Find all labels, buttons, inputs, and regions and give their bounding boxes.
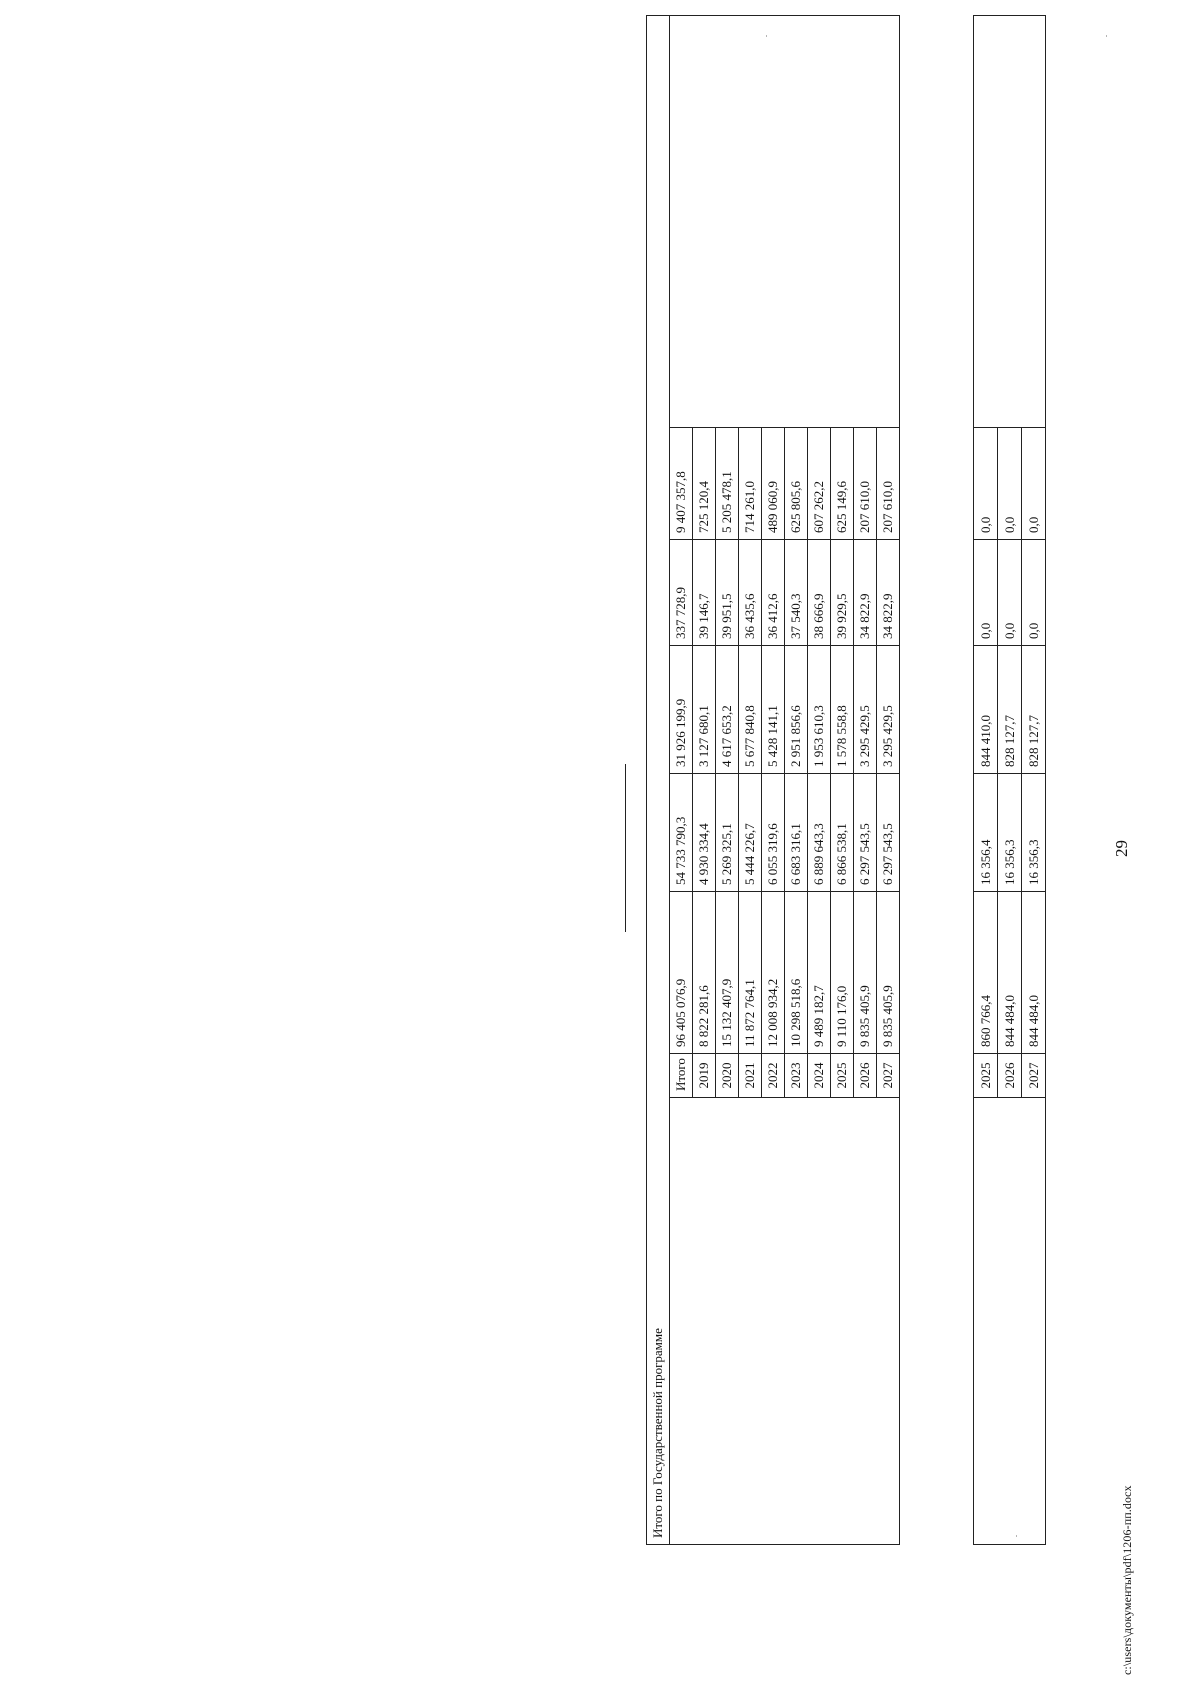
year-cell: 2026 [998,1054,1022,1098]
value-cell: 5 677 840,8 [739,646,762,774]
value-cell: 4 617 653,2 [716,646,739,774]
table-row [974,16,998,1545]
value-cell: 5 428 141,1 [762,646,785,774]
value-cell: 9 407 357,8 [670,428,693,540]
year-cell: 2023 [785,1054,808,1098]
value-cell: 207 610,0 [854,428,877,540]
value-cell: 54 733 790,3 [670,774,693,892]
year-cell: 2027 [877,1054,900,1098]
year-cell: 2025 [831,1054,854,1098]
corner-mark: . [1010,1535,1019,1537]
value-cell: 5 444 226,7 [739,774,762,892]
total-cell: 844 484,0 [1022,892,1046,1054]
value-cell: 6 866 538,1 [831,774,854,892]
year-cell: 2020 [716,1054,739,1098]
total-cell: 860 766,4 [974,892,998,1054]
total-cell: 9 835 405,9 [854,892,877,1054]
value-cell: 3 295 429,5 [877,646,900,774]
value-cell: 16 356,3 [998,774,1022,892]
value-cell: 39 146,7 [693,540,716,646]
notes-cell [670,15,900,427]
value-cell: 625 805,6 [785,428,808,540]
value-cell: 6 055 319,6 [762,774,785,892]
value-cell: 39 951,5 [716,540,739,646]
value-cell: 207 610,0 [877,428,900,540]
total-cell: 9 489 182,7 [808,892,831,1054]
program-total-table [646,15,900,1545]
continuation-table [973,15,1046,1545]
value-cell: 337 728,9 [670,540,693,646]
year-cell: 2024 [808,1054,831,1098]
page-number: 29 [1112,840,1131,857]
corner-mark: . [1100,35,1109,37]
value-cell: 16 356,4 [974,774,998,892]
separator-line [625,764,626,932]
value-cell: 34 822,9 [854,540,877,646]
value-cell: 39 929,5 [831,540,854,646]
year-cell: 2021 [739,1054,762,1098]
section-heading-row [647,15,670,1544]
row-label-cell [974,1098,1046,1545]
notes-cell [974,16,1046,428]
year-cell: 2019 [693,1054,716,1098]
value-cell: 0,0 [974,428,998,540]
total-cell: 96 405 076,9 [670,892,693,1054]
value-cell: 0,0 [998,428,1022,540]
value-cell: 1 953 610,3 [808,646,831,774]
total-cell: 10 298 518,6 [785,892,808,1054]
value-cell: 828 127,7 [1022,646,1046,774]
value-cell: 6 297 543,5 [877,774,900,892]
total-cell: 8 822 281,6 [693,892,716,1054]
value-cell: 5 269 325,1 [716,774,739,892]
corner-mark: . [760,35,769,37]
total-cell: 12 008 934,2 [762,892,785,1054]
value-cell: 6 297 543,5 [854,774,877,892]
year-cell: 2026 [854,1054,877,1098]
value-cell: 3 127 680,1 [693,646,716,774]
value-cell: 714 261,0 [739,428,762,540]
value-cell: 3 295 429,5 [854,646,877,774]
value-cell: 0,0 [1022,428,1046,540]
year-cell: 2025 [974,1054,998,1098]
program-total-table-body [647,15,900,1544]
value-cell: 5 205 478,1 [716,428,739,540]
value-cell: 607 262,2 [808,428,831,540]
total-cell: 9 835 405,9 [877,892,900,1054]
total-cell: 844 484,0 [998,892,1022,1054]
total-cell: 11 872 764,1 [739,892,762,1054]
year-cell: 2027 [1022,1054,1046,1098]
value-cell: 0,0 [1022,540,1046,646]
continuation-table-body [974,16,1046,1545]
year-cell: 2022 [762,1054,785,1098]
section-heading: Итого по Государственной программе [647,15,670,1544]
value-cell: 2 951 856,6 [785,646,808,774]
value-cell: 16 356,3 [1022,774,1046,892]
value-cell: 0,0 [998,540,1022,646]
table-row [670,15,693,1544]
year-cell: Итого [670,1054,693,1098]
value-cell: 625 149,6 [831,428,854,540]
value-cell: 6 683 316,1 [785,774,808,892]
value-cell: 37 540,3 [785,540,808,646]
total-cell: 9 110 176,0 [831,892,854,1054]
value-cell: 489 060,9 [762,428,785,540]
value-cell: 725 120,4 [693,428,716,540]
value-cell: 1 578 558,8 [831,646,854,774]
value-cell: 828 127,7 [998,646,1022,774]
value-cell: 36 412,6 [762,540,785,646]
value-cell: 34 822,9 [877,540,900,646]
value-cell: 38 666,9 [808,540,831,646]
value-cell: 36 435,6 [739,540,762,646]
value-cell: 844 410,0 [974,646,998,774]
total-cell: 15 132 407,9 [716,892,739,1054]
footer-file-path: c:\users\документы\pdf\1206-пп.docx [1120,1485,1134,1675]
value-cell: 6 889 643,3 [808,774,831,892]
value-cell: 0,0 [974,540,998,646]
row-label-cell [670,1098,900,1545]
value-cell: 31 926 199,9 [670,646,693,774]
value-cell: 4 930 334,4 [693,774,716,892]
